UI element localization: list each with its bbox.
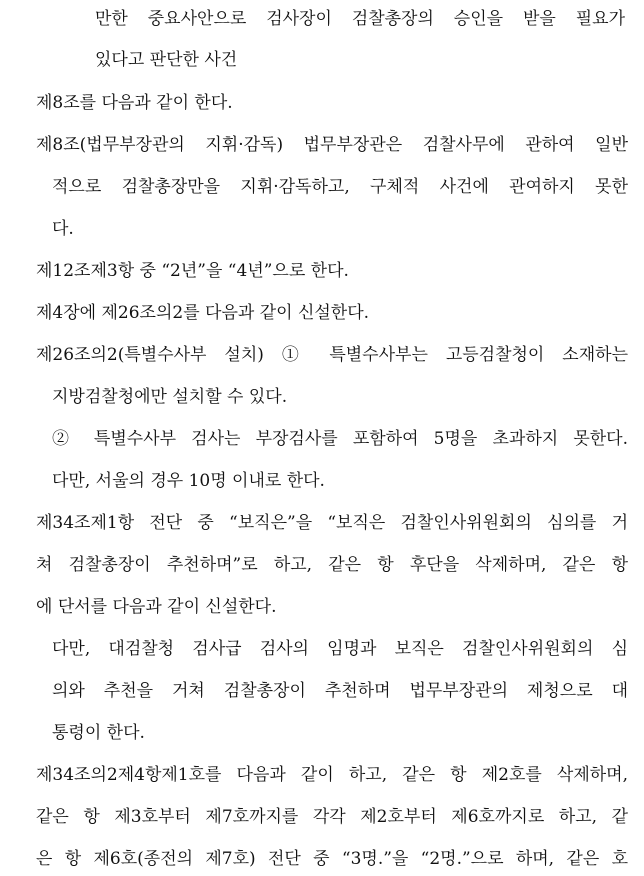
text-line: 제12조제3항 중 “2년”을 “4년”으로 한다. xyxy=(36,261,349,281)
text-line: 제8조(법무부장관의 지휘·감독) 법무부장관은 검찰사무에 관하여 일반 xyxy=(36,135,628,155)
text-line: 같은 항 제3호부터 제7호까지를 각각 제2호부터 제6호까지로 하고, 같 xyxy=(36,807,628,827)
text-line: 제26조의2(특별수사부 설치) ① 특별수사부는 고등검찰청이 소재하는 xyxy=(36,345,628,365)
text-line: 은 항 제6호(종전의 제7호) 전단 중 “3명.”을 “2명.”으로 하며, 같은 호 xyxy=(36,849,628,869)
text-line: 제4장에 제26조의2를 다음과 같이 신설한다. xyxy=(36,303,370,323)
text-line: 쳐 검찰총장이 추천하며”로 하고, 같은 항 후단을 삭제하며, 같은 항 xyxy=(36,555,628,575)
text-line: 적으로 검찰총장만을 지휘·감독하고, 구체적 사건에 관여하지 못한 xyxy=(52,177,628,197)
text-line: 다만, 서울의 경우 10명 이내로 한다. xyxy=(52,471,325,491)
text-line: 통령이 한다. xyxy=(52,723,145,743)
text-line: 다. xyxy=(52,219,74,239)
text-line: ② 특별수사부 검사는 부장검사를 포함하여 5명을 초과하지 못한다. xyxy=(52,429,628,449)
text-line: 제8조를 다음과 같이 한다. xyxy=(36,93,233,113)
text-line: 의와 추천을 거쳐 검찰총장이 추천하며 법무부장관의 제청으로 대 xyxy=(52,681,628,701)
text-line: 지방검찰청에만 설치할 수 있다. xyxy=(52,387,288,407)
text-line: 있다고 판단한 사건 xyxy=(95,50,238,70)
text-line: 제34조제1항 전단 중 “보직은”을 “보직은 검찰인사위원회의 심의를 거 xyxy=(36,513,628,533)
text-line: 제34조의2제4항제1호를 다음과 같이 하고, 같은 항 제2호를 삭제하며, xyxy=(36,765,628,785)
text-line: 에 단서를 다음과 같이 신설한다. xyxy=(36,597,277,617)
text-line: 만한 중요사안으로 검사장이 검찰총장의 승인을 받을 필요가 xyxy=(95,9,625,29)
text-line: 다만, 대검찰청 검사급 검사의 임명과 보직은 검찰인사위원회의 심 xyxy=(52,639,628,659)
